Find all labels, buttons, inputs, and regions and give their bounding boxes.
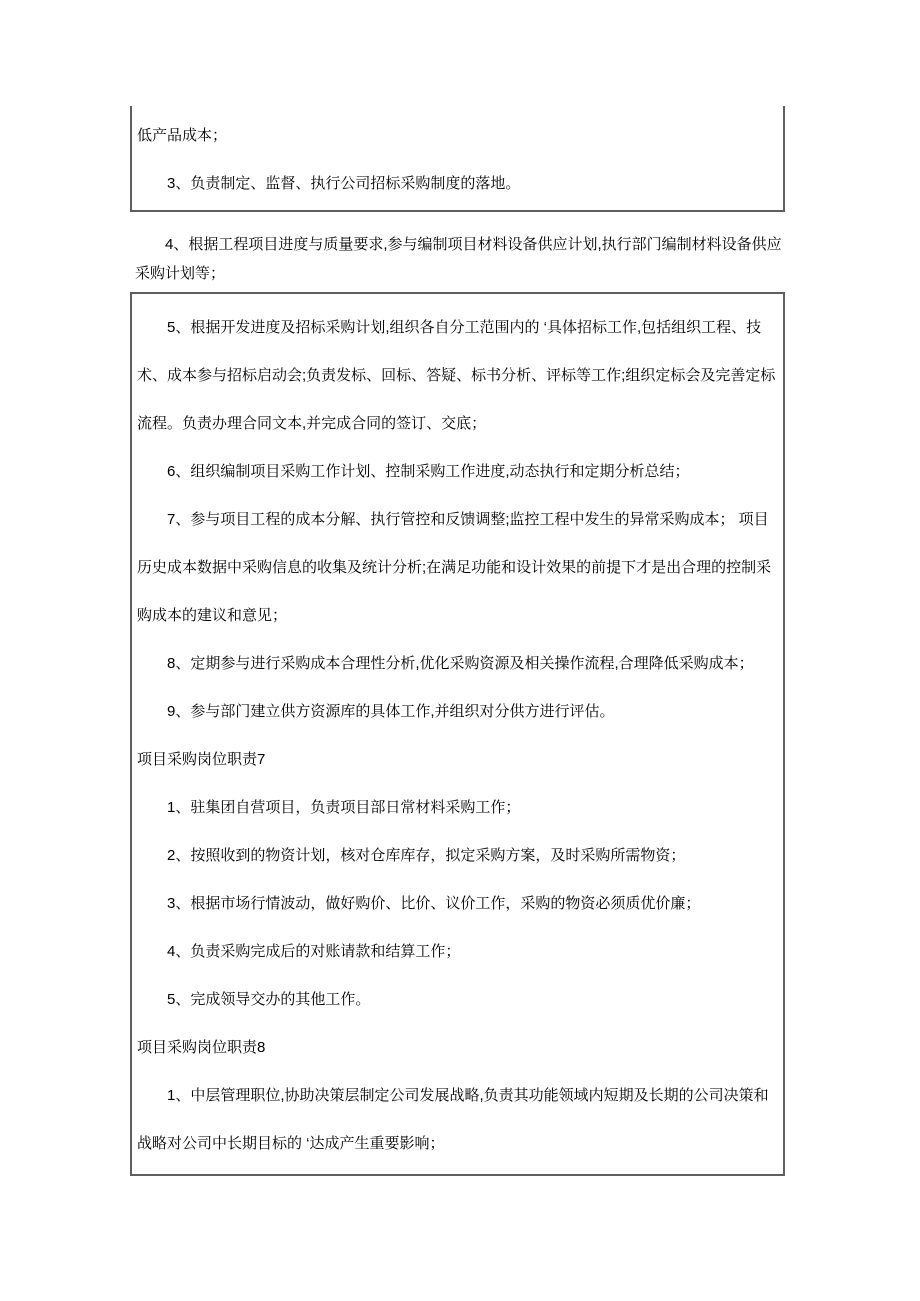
- paragraph: 5、根据开发进度及招标采购计划,组织各自分工范围内的 ‘具体招标工作,包括组织工程、技术、成本参与招标启动会;负责发标、回标、答疑、标书分析、评标等工作;组织定标会及完善定标流程。负责办理合同文本,并完成合同的签订、交底；: [137, 319, 776, 432]
- paragraph: 2、按照收到的物资计划，核对仓库库存，拟定采购方案，及时采购所需物资；: [167, 847, 686, 864]
- paragraph-item-4: 4、根据工程项目进度与质量要求,参与编制项目材料设备供应计划,执行部门编制材料设备供应采购计划等；: [135, 236, 782, 282]
- paragraph: 3、根据市场行情波动，做好购价、比价、议价工作，采购的物资必须质优价廉；: [167, 895, 701, 912]
- section-heading: 项目采购岗位职责7: [137, 751, 266, 768]
- bordered-section-top: [130, 106, 785, 212]
- bordered-section-main: [130, 292, 785, 1176]
- paragraph: 4、负责采购完成后的对账请款和结算工作；: [167, 943, 461, 960]
- paragraph: 低产品成本；: [137, 127, 228, 144]
- paragraph: 1、驻集团自营项目，负责项目部日常材料采购工作；: [167, 799, 521, 816]
- paragraph: 9、参与部门建立供方资源库的具体工作,并组织对分供方进行评估。: [167, 703, 615, 720]
- paragraph: 7、参与项目工程的成本分解、执行管控和反馈调整;监控工程中发生的异常采购成本； 项目历史成本数据中采购信息的收集及统计分析;在满足功能和设计效果的前提下才是出合理的控制采购成本的建议和意见；: [137, 511, 772, 624]
- paragraph: 6、组织编制项目采购工作计划、控制采购工作进度,动态执行和定期分析总结；: [167, 463, 690, 480]
- paragraph: 5、完成领导交办的其他工作。: [167, 991, 371, 1008]
- section-heading: 项目采购岗位职责8: [137, 1039, 266, 1056]
- paragraph: 8、定期参与进行采购成本合理性分析,优化采购资源及相关操作流程,合理降低采购成本；: [167, 655, 754, 672]
- paragraph: 1、中层管理职位,协助决策层制定公司发展战略,负责其功能领域内短期及长期的公司决策和战略对公司中长期目标的 ‘达成产生重要影响；: [137, 1087, 769, 1152]
- paragraph: 3、负责制定、监督、执行公司招标采购制度的落地。: [167, 175, 521, 192]
